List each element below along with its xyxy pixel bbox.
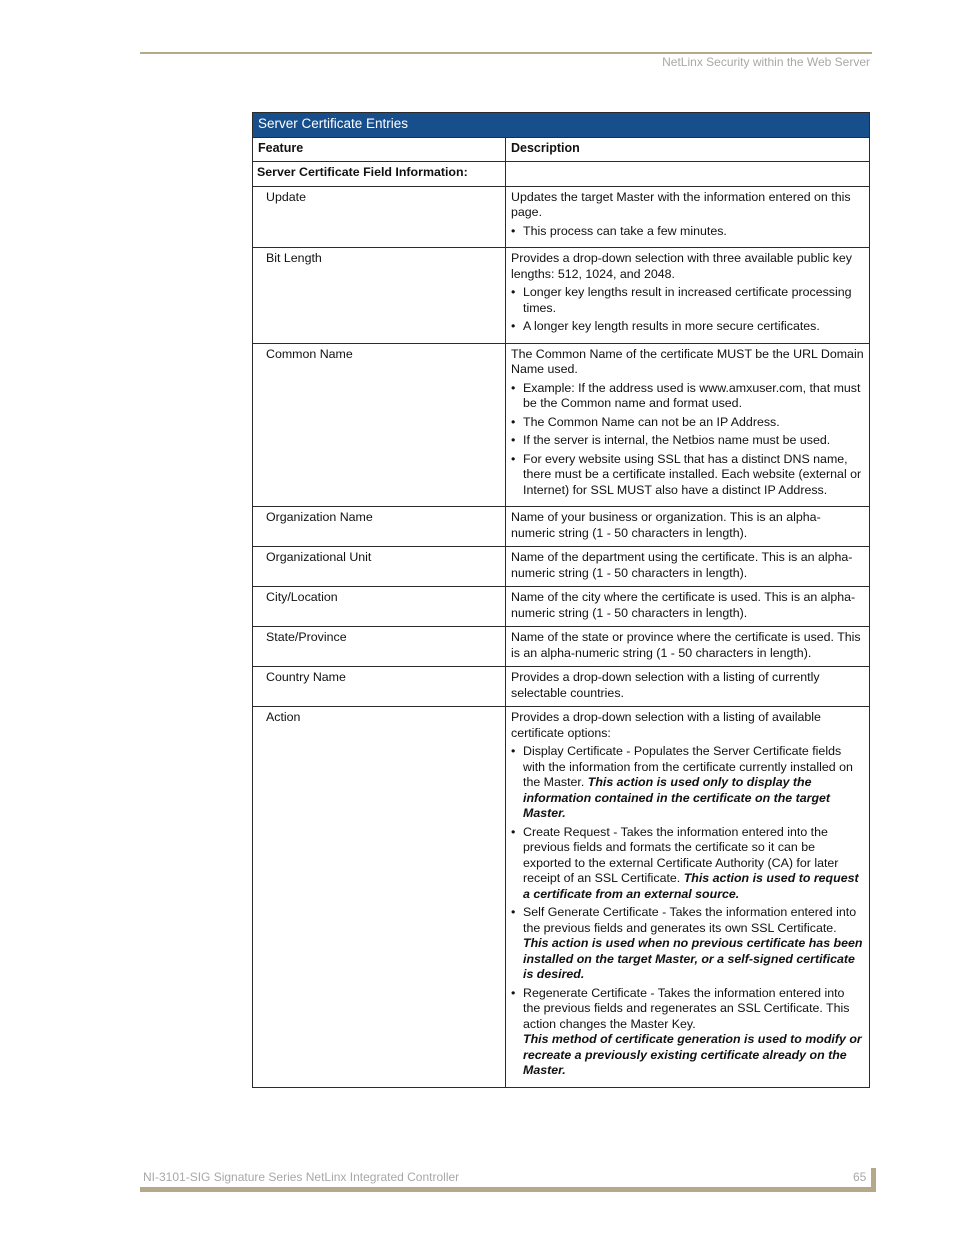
description-cell bbox=[506, 507, 870, 547]
bullet-item bbox=[511, 986, 864, 1079]
bullet-item bbox=[511, 452, 864, 499]
bullet-emphasis: This action is used only to display the information contained in the certificate on the target Master. bbox=[523, 775, 831, 820]
bullet-text: For every website using SSL that has a distinct DNS name, there must be a certificate installed. Each website (external or Internet) for SSL MUST also have a distinct IP Address. bbox=[523, 451, 862, 497]
table-row bbox=[253, 587, 870, 627]
description-cell bbox=[506, 186, 870, 248]
footer-rule bbox=[140, 1187, 876, 1192]
bullet-list bbox=[511, 285, 864, 335]
table-row bbox=[253, 547, 870, 587]
bullet-text: Longer key lengths result in increased certificate processing times. bbox=[523, 285, 852, 315]
table-row bbox=[253, 186, 870, 248]
header-rule bbox=[140, 52, 872, 54]
bullet-text: If the server is internal, the Netbios name must be used. bbox=[523, 433, 831, 447]
table-row bbox=[253, 627, 870, 667]
feature-cell: State/Province bbox=[253, 627, 506, 667]
description-cell bbox=[506, 667, 870, 707]
table-row bbox=[253, 343, 870, 507]
description-cell bbox=[506, 547, 870, 587]
bullet-list bbox=[511, 381, 864, 499]
feature-cell: Common Name bbox=[253, 343, 506, 507]
bullet-text: This process can take a few minutes. bbox=[523, 223, 727, 238]
description-text: Provides a drop-down selection with three available public key lengths: 512, 1024, and 2048. bbox=[511, 251, 852, 281]
bullet-text: Regenerate Certificate - Takes the information entered into the previous fields and regenerates an SSL Certificate. This action changes the Master Key. bbox=[523, 985, 850, 1031]
column-header-description: Description bbox=[506, 137, 870, 162]
bullet-text: Self Generate Certificate - Takes the information entered into the previous fields and generates its own SSL Certificate. bbox=[523, 905, 857, 935]
bullet-item bbox=[511, 319, 864, 335]
description-text: Name of the city where the certificate is used. This is an alpha-numeric string (1 - 50 characters in length). bbox=[511, 590, 856, 620]
description-text: Name of your business or organization. This is an alpha-numeric string (1 - 50 characters in length). bbox=[511, 510, 821, 540]
group-description-empty bbox=[506, 162, 870, 187]
bullet-text: A longer key length results in more secure certificates. bbox=[523, 319, 820, 333]
feature-cell: Action bbox=[253, 707, 506, 1088]
footer-doc-title: NI-3101-SIG Signature Series NetLinx Integrated Controller bbox=[143, 1170, 460, 1184]
table-row bbox=[253, 707, 870, 1088]
feature-cell: City/Location bbox=[253, 587, 506, 627]
feature-cell: Update bbox=[253, 186, 506, 248]
page-number: 65 bbox=[853, 1170, 867, 1184]
description-text: Provides a drop-down selection with a listing of available certificate options: bbox=[511, 710, 821, 740]
bullet-item bbox=[511, 744, 864, 822]
feature-cell: Organization Name bbox=[253, 507, 506, 547]
table-row bbox=[253, 507, 870, 547]
bullet-item bbox=[511, 825, 864, 903]
bullet-item bbox=[511, 905, 864, 983]
bullet-text: The Common Name can not be an IP Address. bbox=[523, 414, 780, 429]
feature-cell: Bit Length bbox=[253, 248, 506, 344]
running-header: NetLinx Security within the Web Server bbox=[662, 55, 870, 69]
description-text: The Common Name of the certificate MUST be the URL Domain Name used. bbox=[511, 346, 864, 376]
bullet-emphasis: This action is used when no previous certificate has been installed on the target Master, or a self-signed certificate is desired. bbox=[523, 936, 863, 981]
description-text: Name of the department using the certificate. This is an alpha-numeric string (1 - 50 characters in length). bbox=[511, 550, 853, 580]
bullet-emphasis: This method of certificate generation is used to modify or recreate a previously existing certificate already on the Master. bbox=[523, 1032, 862, 1077]
table-row bbox=[253, 248, 870, 344]
table-row bbox=[253, 667, 870, 707]
description-text: Name of the state or province where the certificate is used. This is an alpha-numeric string (1 - 50 characters in length). bbox=[511, 630, 861, 660]
bullet-text: Create Request - Takes the information entered into the previous fields and formats the certificate so it can be exported to the external Certificate Authority (CA) for later receipt of an SSL Certificate. bbox=[523, 824, 839, 885]
server-certificate-table bbox=[252, 112, 870, 1088]
description-cell bbox=[506, 248, 870, 344]
bullet-item bbox=[511, 433, 864, 449]
bullet-item bbox=[511, 415, 864, 431]
group-title: Server Certificate Field Information: bbox=[253, 162, 506, 187]
feature-cell: Country Name bbox=[253, 667, 506, 707]
bullet-list bbox=[511, 744, 864, 1079]
bullet-text: Example: If the address used is www.amxuser.com, that must be the Common name and format used. bbox=[523, 380, 861, 410]
bullet-item bbox=[511, 285, 864, 316]
column-header-feature: Feature bbox=[253, 137, 506, 162]
bullet-text: Display Certificate - Populates the Server Certificate fields with the information from the certificate currently installed on the Master. bbox=[523, 744, 853, 789]
description-text: Updates the target Master with the information entered on this page. bbox=[511, 189, 851, 219]
description-cell bbox=[506, 707, 870, 1088]
description-text: Provides a drop-down selection with a listing of currently selectable countries. bbox=[511, 670, 820, 700]
group-row bbox=[253, 162, 870, 187]
table-title: Server Certificate Entries bbox=[253, 113, 870, 138]
description-cell bbox=[506, 343, 870, 507]
description-cell bbox=[506, 627, 870, 667]
bullet-item bbox=[511, 224, 864, 240]
bullet-emphasis: This action is used to request a certificate from an external source. bbox=[523, 871, 859, 901]
description-cell bbox=[506, 587, 870, 627]
feature-cell: Organizational Unit bbox=[253, 547, 506, 587]
bullet-item bbox=[511, 381, 864, 412]
bullet-list bbox=[511, 224, 864, 240]
